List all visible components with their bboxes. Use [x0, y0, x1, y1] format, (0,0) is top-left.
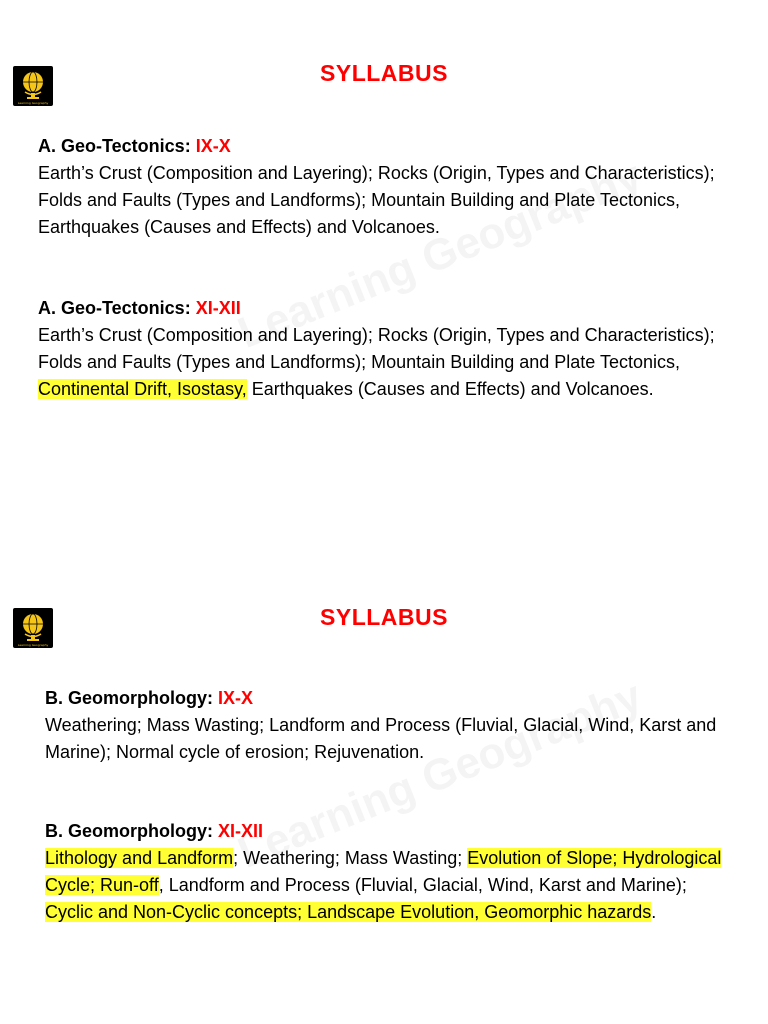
- page-title: SYLLABUS: [320, 604, 448, 630]
- grade-level: XI-XII: [195, 298, 241, 318]
- slide-2: [0, 512, 768, 1024]
- highlighted-topic: Lithology and Landform: [45, 848, 234, 868]
- page-title: SYLLABUS: [320, 60, 448, 86]
- highlighted-topic: Continental Drift, Isostasy,: [38, 379, 247, 399]
- section-body: Earthquakes (Causes and Effects) and Volcanoes.: [246, 379, 654, 399]
- section-body: ; Weathering; Mass Wasting;: [233, 848, 468, 868]
- svg-text:Learning Geography: Learning Geography: [17, 643, 49, 647]
- section-heading: B. Geomorphology:: [45, 688, 218, 708]
- section-body: .: [651, 902, 657, 922]
- section-geomorphology-ix-x: [45, 685, 735, 766]
- section-body: , Landform and Process (Fluvial, Glacial, Wind, Karst and Marine);: [158, 875, 687, 895]
- highlighted-topic: Evolution of Slope; Hydrological Cycle; Run-off: [45, 848, 722, 895]
- section-heading: A. Geo-Tectonics:: [38, 136, 196, 156]
- grade-level: XI-XII: [218, 821, 264, 841]
- section-geomorphology-xi-xii: [45, 818, 735, 926]
- section-body: Earth’s Crust (Composition and Layering); Rocks (Origin, Types and Characteristics); Folds and Faults (Types and Landforms); Mountain Building and Plate Tectonics, Earthquakes (Causes and Effects) and Volcanoes.: [38, 163, 715, 237]
- section-heading: B. Geomorphology:: [45, 821, 218, 841]
- section-body: Weathering; Mass Wasting; Landform and Process (Fluvial, Glacial, Wind, Karst and Marine); Normal cycle of erosion; Rejuvenation.: [45, 715, 717, 762]
- highlighted-topic: Cyclic and Non-Cyclic concepts; Landscape Evolution, Geomorphic hazards: [45, 902, 652, 922]
- section-geo-tectonics-xi-xii: [38, 295, 738, 403]
- grade-level: IX-X: [218, 688, 254, 708]
- svg-text:Learning Geography: Learning Geography: [17, 101, 49, 105]
- section-body: Earth’s Crust (Composition and Layering); Rocks (Origin, Types and Characteristics); Folds and Faults (Types and Landforms); Mountain Building and Plate Tectonics,: [38, 325, 715, 372]
- grade-level: IX-X: [195, 136, 231, 156]
- section-geo-tectonics-ix-x: [38, 133, 738, 241]
- section-heading: A. Geo-Tectonics:: [38, 298, 196, 318]
